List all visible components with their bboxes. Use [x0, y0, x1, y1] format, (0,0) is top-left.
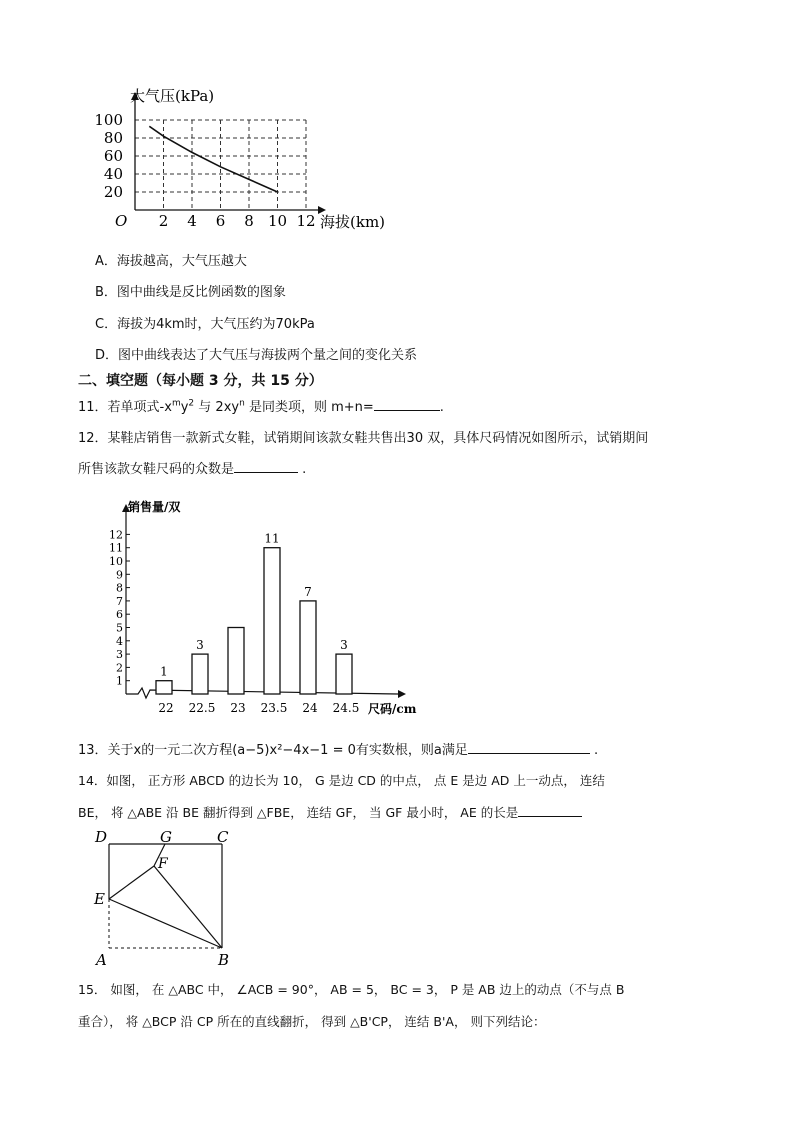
y-tick-label: 4	[116, 634, 123, 648]
x-tick-label: 23.5	[260, 701, 288, 715]
q11-sup-n: n	[239, 398, 245, 409]
q11-tail: 是同类项，则 m+n=	[244, 400, 374, 415]
bar-data-label: 7	[304, 584, 312, 599]
label-d: D	[95, 828, 108, 846]
x-axis-arrow	[398, 690, 406, 698]
answer-blank[interactable]	[518, 804, 582, 817]
bar	[228, 628, 244, 695]
x-tick-label: 8	[244, 212, 254, 230]
y-tick-label: 3	[116, 648, 123, 662]
x-tick-label: 22	[158, 701, 174, 715]
bar-data-label: 3	[196, 638, 204, 653]
x-tick-label: 23	[230, 701, 246, 715]
sales-bar-chart	[109, 494, 442, 722]
answer-blank[interactable]	[468, 741, 590, 754]
y-tick-label: 2	[116, 661, 123, 675]
x-tick-label: 22.5	[188, 701, 216, 715]
chart-bars	[156, 532, 352, 694]
bar-data-label: 11	[264, 531, 280, 546]
pressure-altitude-chart	[94, 82, 400, 232]
q13-text: 13．关于x的一元二次方程(a−5)x²−4x−1 = 0有实数根，则a满足	[78, 743, 468, 758]
x-tick-label: 6	[215, 212, 226, 230]
q12-end: .	[302, 462, 307, 477]
question-14-line1: 14．如图， 正方形 ABCD 的边长为 10， G 是边 CD 的中点， 点 E 是边 AD 上一动点， 连结	[78, 773, 605, 788]
y-tick-label: 5	[116, 621, 123, 635]
question-13	[78, 739, 598, 758]
bar	[156, 681, 172, 694]
q14-text: BE， 将 △ABE 沿 BE 翻折得到 △FBE， 连结 GF， 当 GF 最小时， AE 的长是	[78, 805, 519, 820]
y-tick-label: 6	[116, 608, 123, 622]
option-d: D．图中曲线表达了大气压与海拔两个量之间的变化关系	[95, 348, 418, 363]
square-figure	[88, 826, 248, 968]
y-tick-label: 12	[109, 528, 123, 542]
y-axis-label: 销售量/双	[128, 500, 181, 514]
question-12-line2	[78, 458, 306, 477]
q11-end: .	[439, 400, 444, 415]
label-f: F	[158, 856, 168, 872]
bar	[192, 654, 208, 694]
label-a: A	[96, 951, 107, 969]
bar-data-label: 1	[160, 664, 168, 679]
x-tick-label: 4	[187, 212, 197, 230]
label-g: G	[160, 828, 172, 846]
bar	[300, 601, 316, 694]
q11-mid: 与 2xy	[194, 400, 240, 415]
question-14-line2	[78, 803, 582, 821]
y-tick-label: 100	[94, 111, 123, 129]
y-tick-label: 8	[116, 581, 123, 595]
section-title: 二、填空题（每小题 3 分，共 15 分）	[78, 373, 323, 389]
label-b: B	[218, 951, 230, 969]
question-15-line2: 重合）， 将 △BCP 沿 CP 所在的直线翻折， 得到 △B'CP， 连结 B'A， 则下列结论：	[78, 1014, 546, 1029]
x-tick-label: 24.5	[332, 701, 360, 715]
question-15-line1: 15． 如图， 在 △ABC 中， ∠ACB = 90°， AB = 5， BC = 3， P 是 AB 边上的动点（不与点 B	[78, 982, 625, 997]
q13-end: .	[593, 743, 599, 758]
y-tick-label: 10	[109, 555, 123, 568]
y-tick-label: 11	[109, 541, 123, 555]
y-axis-label: 大气压(kPa)	[130, 87, 215, 105]
x-tick-label: 10	[267, 212, 288, 230]
q11-sup-m: m	[171, 398, 181, 409]
bar	[336, 654, 352, 694]
y-tick-label: 20	[103, 183, 123, 201]
x-tick-label: 24	[302, 701, 318, 715]
q11-text: 11．若单项式-x	[78, 400, 172, 415]
label-c: C	[217, 828, 229, 846]
bar-data-label: 3	[340, 638, 348, 653]
y-tick-label: 7	[116, 594, 123, 608]
option-b: B．图中曲线是反比例函数的图象	[95, 285, 286, 300]
option-a: A．海拔越高，大气压越大	[95, 254, 247, 269]
x-tick-label: 2	[158, 212, 169, 230]
q12-text: 所售该款女鞋尺码的众数是	[78, 462, 235, 477]
y-tick-label: 60	[103, 147, 123, 165]
x-axis-label: 尺码/cm	[368, 702, 417, 716]
question-12-line1: 12．某鞋店销售一款新式女鞋，试销期间该款女鞋共售出30 双，具体尺码情况如图所示，试销期间	[78, 431, 649, 446]
y-tick-label: 9	[116, 568, 123, 582]
q11-y: y	[180, 400, 189, 415]
answer-blank[interactable]	[234, 460, 298, 473]
y-tick-label: 80	[103, 129, 123, 147]
label-e: E	[94, 890, 105, 908]
q11-sup-2: 2	[188, 398, 195, 409]
option-c: C．海拔为4km时，大气压约为70kPa	[95, 317, 315, 332]
y-tick-label: 1	[116, 674, 123, 688]
x-axis-label: 海拔(km)	[320, 213, 386, 231]
question-11	[78, 396, 444, 415]
answer-blank[interactable]	[374, 398, 440, 411]
y-tick-label: 40	[103, 165, 123, 183]
origin-label: O	[115, 212, 128, 230]
x-tick-label: 12	[296, 212, 316, 230]
bar	[264, 548, 280, 694]
